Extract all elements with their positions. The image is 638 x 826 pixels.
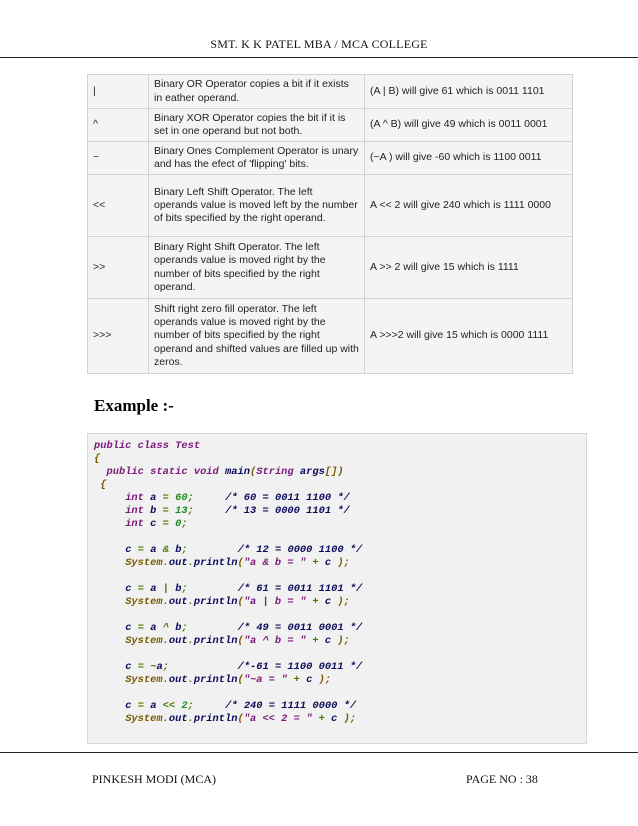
- code-token: ~: [150, 661, 157, 673]
- code-token: c: [324, 596, 332, 608]
- code-token: System: [125, 713, 163, 725]
- operator-description: Binary Ones Complement Operator is unary and has the efect of 'flipping' bits.: [149, 142, 365, 175]
- example-heading: Example :-: [94, 396, 174, 415]
- code-token: a: [150, 492, 157, 504]
- code-token: main: [225, 466, 250, 478]
- operator-example: (A ^ B) will give 49 which is 0011 0001: [365, 109, 573, 142]
- code-token: c: [324, 635, 332, 647]
- code-string: "~a = ": [243, 674, 288, 686]
- code-token: void: [193, 466, 219, 478]
- code-token: String: [256, 466, 294, 478]
- code-token: class: [137, 440, 169, 452]
- code-token: c: [125, 661, 132, 673]
- table-row: [88, 175, 573, 237]
- code-token: a: [150, 622, 157, 634]
- code-token: out: [168, 596, 188, 608]
- operator-symbol: >>: [88, 237, 149, 299]
- code-token: System: [125, 596, 163, 608]
- operator-symbol: ^: [88, 109, 149, 142]
- code-token: ^: [162, 622, 169, 634]
- code-comment: /* 240 = 1111 0000 */: [225, 700, 357, 712]
- code-string: "a | b = ": [243, 596, 307, 608]
- code-token: &: [162, 544, 169, 556]
- code-token: c: [125, 544, 132, 556]
- code-token: out: [168, 635, 188, 647]
- code-token: b: [150, 505, 157, 517]
- operator-example: (~A ) will give -60 which is 1100 0011: [365, 142, 573, 175]
- operator-example: A >> 2 will give 15 which is 1111: [365, 237, 573, 299]
- operator-symbol: |: [88, 75, 149, 109]
- operators-table: [87, 74, 573, 374]
- operator-symbol: ~: [88, 142, 149, 175]
- header-divider: [0, 57, 638, 58]
- code-token: static: [150, 466, 188, 478]
- code-token: c: [331, 713, 338, 725]
- code-token: out: [168, 674, 188, 686]
- code-token: b: [175, 622, 182, 634]
- operator-description: Binary Right Shift Operator. The left operands value is moved right by the number of bits specified by the right operand.: [149, 237, 365, 299]
- table-row: [88, 75, 573, 109]
- code-token: c: [324, 557, 332, 569]
- code-token: public: [106, 466, 144, 478]
- code-comment: /* 13 = 0000 1101 */: [225, 505, 350, 517]
- code-token: println: [193, 557, 238, 569]
- page-header: SMT. K K PATEL MBA / MCA COLLEGE: [210, 37, 428, 51]
- code-string: "a ^ b = ": [243, 635, 307, 647]
- code-token: a: [150, 544, 157, 556]
- code-token: 60: [175, 492, 188, 504]
- code-block: [87, 433, 587, 744]
- code-token: b: [175, 583, 182, 595]
- operator-symbol: >>>: [88, 299, 149, 374]
- code-token: b: [175, 544, 182, 556]
- code-token: {: [94, 453, 101, 465]
- code-token: c: [125, 700, 132, 712]
- code-token: System: [125, 557, 163, 569]
- operator-description: Binary Left Shift Operator. The left operands value is moved left by the number of bits specified by the right operand.: [149, 175, 365, 237]
- code-comment: /* 61 = 0011 1101 */: [237, 583, 363, 595]
- code-token: out: [168, 557, 188, 569]
- code-token: System: [125, 674, 163, 686]
- table-row: [88, 299, 573, 374]
- code-token: c: [306, 674, 313, 686]
- code-token: int: [125, 492, 144, 504]
- code-token: println: [193, 674, 238, 686]
- code-token: c: [125, 622, 132, 634]
- code-token: |: [162, 583, 169, 595]
- code-comment: /* 12 = 0000 1100 */: [237, 544, 363, 556]
- code-token: out: [168, 713, 188, 725]
- footer-divider: [0, 752, 638, 753]
- code-token: System: [125, 635, 163, 647]
- table-row: [88, 142, 573, 175]
- code-token: <<: [162, 700, 176, 712]
- code-token: a: [156, 661, 163, 673]
- code-comment: /*-61 = 1100 0011 */: [237, 661, 363, 673]
- operator-example: (A | B) will give 61 which is 0011 1101: [365, 75, 573, 109]
- code-token: {: [100, 479, 107, 491]
- code-string: "a << 2 = ": [243, 713, 313, 725]
- page-number: PAGE NO : 38: [466, 772, 538, 786]
- code-token: Test: [175, 440, 201, 452]
- code-token: int: [125, 505, 144, 517]
- code-token: c: [125, 583, 132, 595]
- code-token: a: [150, 583, 157, 595]
- code-listing: public class Test { public static void main(String args[]) { int a = 60; /* 60 = 0011 1100 */ int b = 13; /* 13 = 0000 1101 */ int c = 0; c = a & b; /* 12 = 0000 1100 */ System.out.println("a & b = " + c ); c = a | b; /* 61 = 0011 1101 */ System.out.println("a | b = " + c ); c = a ^ b; /* 49 = 0011 0001 */ System.out.println("a ^ b = " + c ); c = ~a; /*-61 = 1100 0011 */ System.out.println("~a = " + c ); c = a << 2; /* 240 = 1111 0000 */ System.out.println("a << 2 = " + c );: [94, 440, 363, 725]
- code-token: 0: [175, 518, 182, 530]
- operator-description: Binary XOR Operator copies the bit if it is set in one operand but not both.: [149, 109, 365, 142]
- code-token: args: [299, 466, 325, 478]
- code-token: c: [150, 518, 157, 530]
- code-token: println: [193, 713, 238, 725]
- code-comment: /* 60 = 0011 1100 */: [225, 492, 350, 504]
- table-row: [88, 109, 573, 142]
- footer-author: PINKESH MODI (MCA): [92, 772, 217, 786]
- table-row: [88, 237, 573, 299]
- code-token: a: [150, 700, 157, 712]
- code-token: int: [125, 518, 144, 530]
- code-comment: /* 49 = 0011 0001 */: [237, 622, 363, 634]
- code-token: public: [94, 440, 132, 452]
- operator-description: Shift right zero fill operator. The left operands value is moved right by the number of bits specified by the right operand and shifted values are filled up with zeros.: [149, 299, 365, 374]
- operator-description: Binary OR Operator copies a bit if it exists in eather operand.: [149, 75, 365, 109]
- code-token: 2: [181, 700, 188, 712]
- code-token: println: [193, 635, 238, 647]
- operator-symbol: <<: [88, 175, 149, 237]
- operator-example: A << 2 will give 240 which is 1111 0000: [365, 175, 573, 237]
- code-token: 13: [175, 505, 188, 517]
- code-string: "a & b = ": [243, 557, 307, 569]
- operator-example: A >>>2 will give 15 which is 0000 1111: [365, 299, 573, 374]
- code-token: println: [193, 596, 238, 608]
